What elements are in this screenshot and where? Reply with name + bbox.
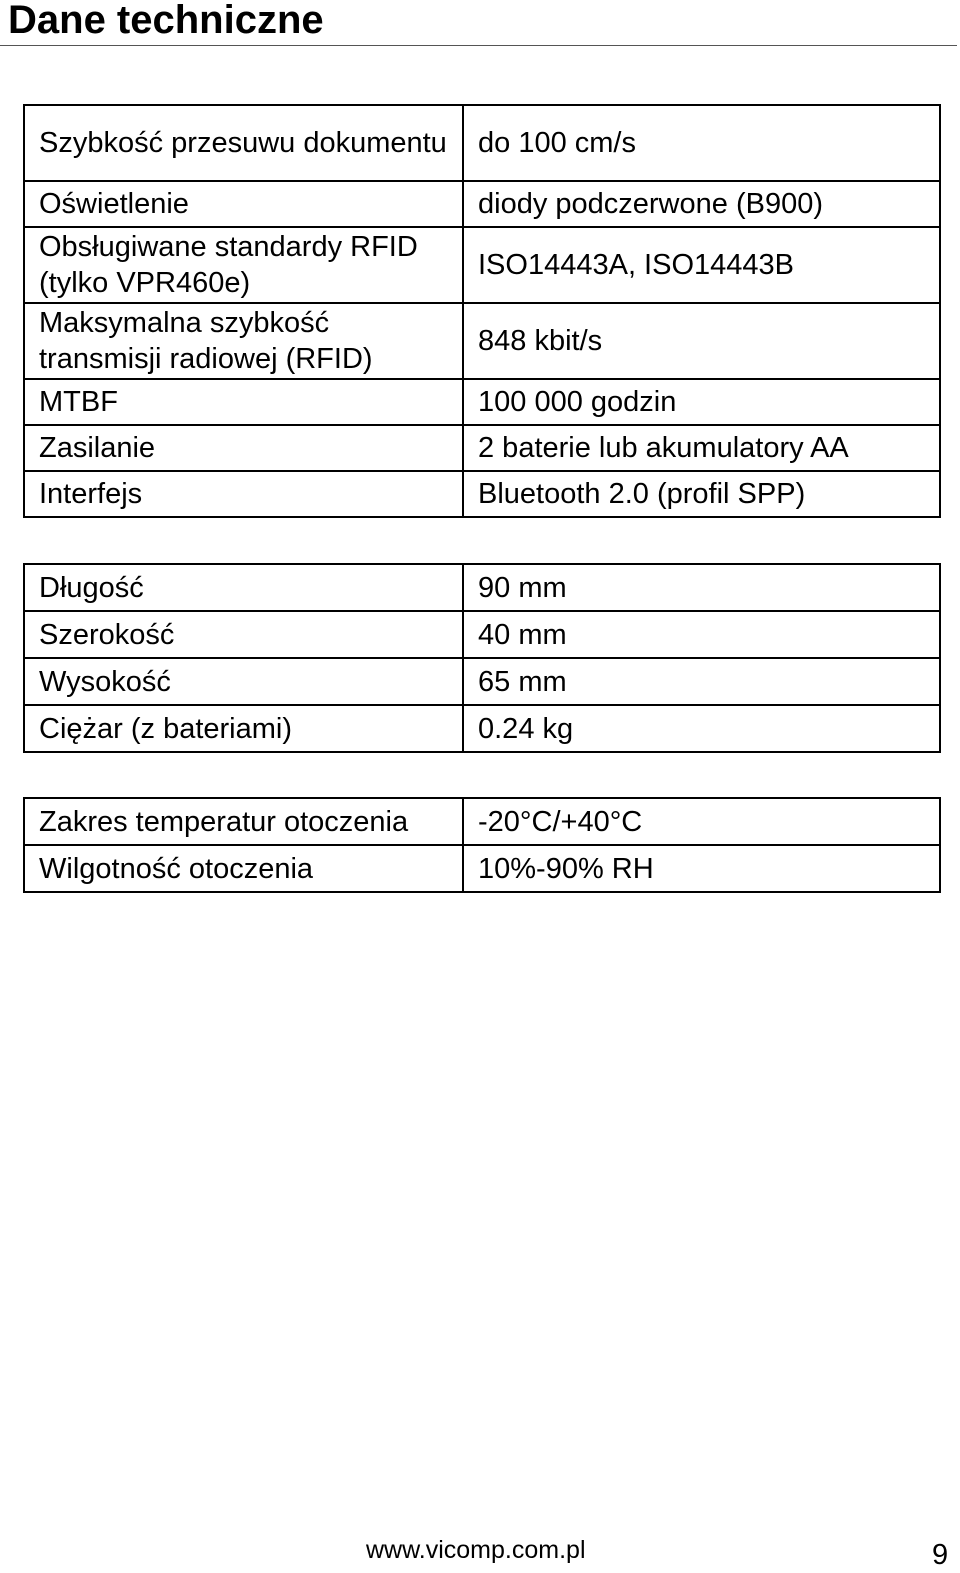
spec-label: Szybkość przesuwu dokumentu (24, 105, 463, 181)
spec-value: -20°C/+40°C (463, 798, 940, 845)
title-divider (0, 45, 957, 46)
environment-table (23, 797, 941, 893)
spec-label: MTBF (24, 379, 463, 425)
spec-label: Wysokość (24, 658, 463, 705)
spec-value: diody podczerwone (B900) (463, 181, 940, 227)
spec-value: 2 baterie lub akumulatory AA (463, 425, 940, 471)
table-row (24, 425, 940, 471)
spec-value: 10%-90% RH (463, 845, 940, 892)
spec-value: ISO14443A, ISO14443B (463, 227, 940, 303)
page-title: Dane techniczne (8, 0, 324, 42)
spec-label: Obsługiwane standardy RFID (tylko VPR460e) (24, 227, 463, 303)
spec-label: Oświetlenie (24, 181, 463, 227)
spec-value: do 100 cm/s (463, 105, 940, 181)
spec-label: Zasilanie (24, 425, 463, 471)
table-row (24, 181, 940, 227)
table-row (24, 658, 940, 705)
table-row (24, 303, 940, 379)
table-row (24, 471, 940, 517)
spec-value: 0.24 kg (463, 705, 940, 752)
spec-value: 90 mm (463, 564, 940, 611)
spec-label: Długość (24, 564, 463, 611)
table-row (24, 611, 940, 658)
table-row (24, 227, 940, 303)
spec-value: 100 000 godzin (463, 379, 940, 425)
dimensions-table (23, 563, 941, 753)
table-row (24, 379, 940, 425)
spec-label: Zakres temperatur otoczenia (24, 798, 463, 845)
spec-value: 40 mm (463, 611, 940, 658)
general-specs-table (23, 104, 941, 518)
spec-label: Szerokość (24, 611, 463, 658)
spec-label: Interfejs (24, 471, 463, 517)
footer-url: www.vicomp.com.pl (366, 1536, 586, 1564)
spec-label: Wilgotność otoczenia (24, 845, 463, 892)
table-row (24, 564, 940, 611)
table-row (24, 705, 940, 752)
spec-label: Maksymalna szybkość transmisji radiowej (RFID) (24, 303, 463, 379)
table-row (24, 798, 940, 845)
spec-value: Bluetooth 2.0 (profil SPP) (463, 471, 940, 517)
spec-label: Ciężar (z bateriami) (24, 705, 463, 752)
spec-value: 65 mm (463, 658, 940, 705)
table-row (24, 845, 940, 892)
spec-value: 848 kbit/s (463, 303, 940, 379)
page-number: 9 (932, 1539, 949, 1571)
table-row (24, 105, 940, 181)
